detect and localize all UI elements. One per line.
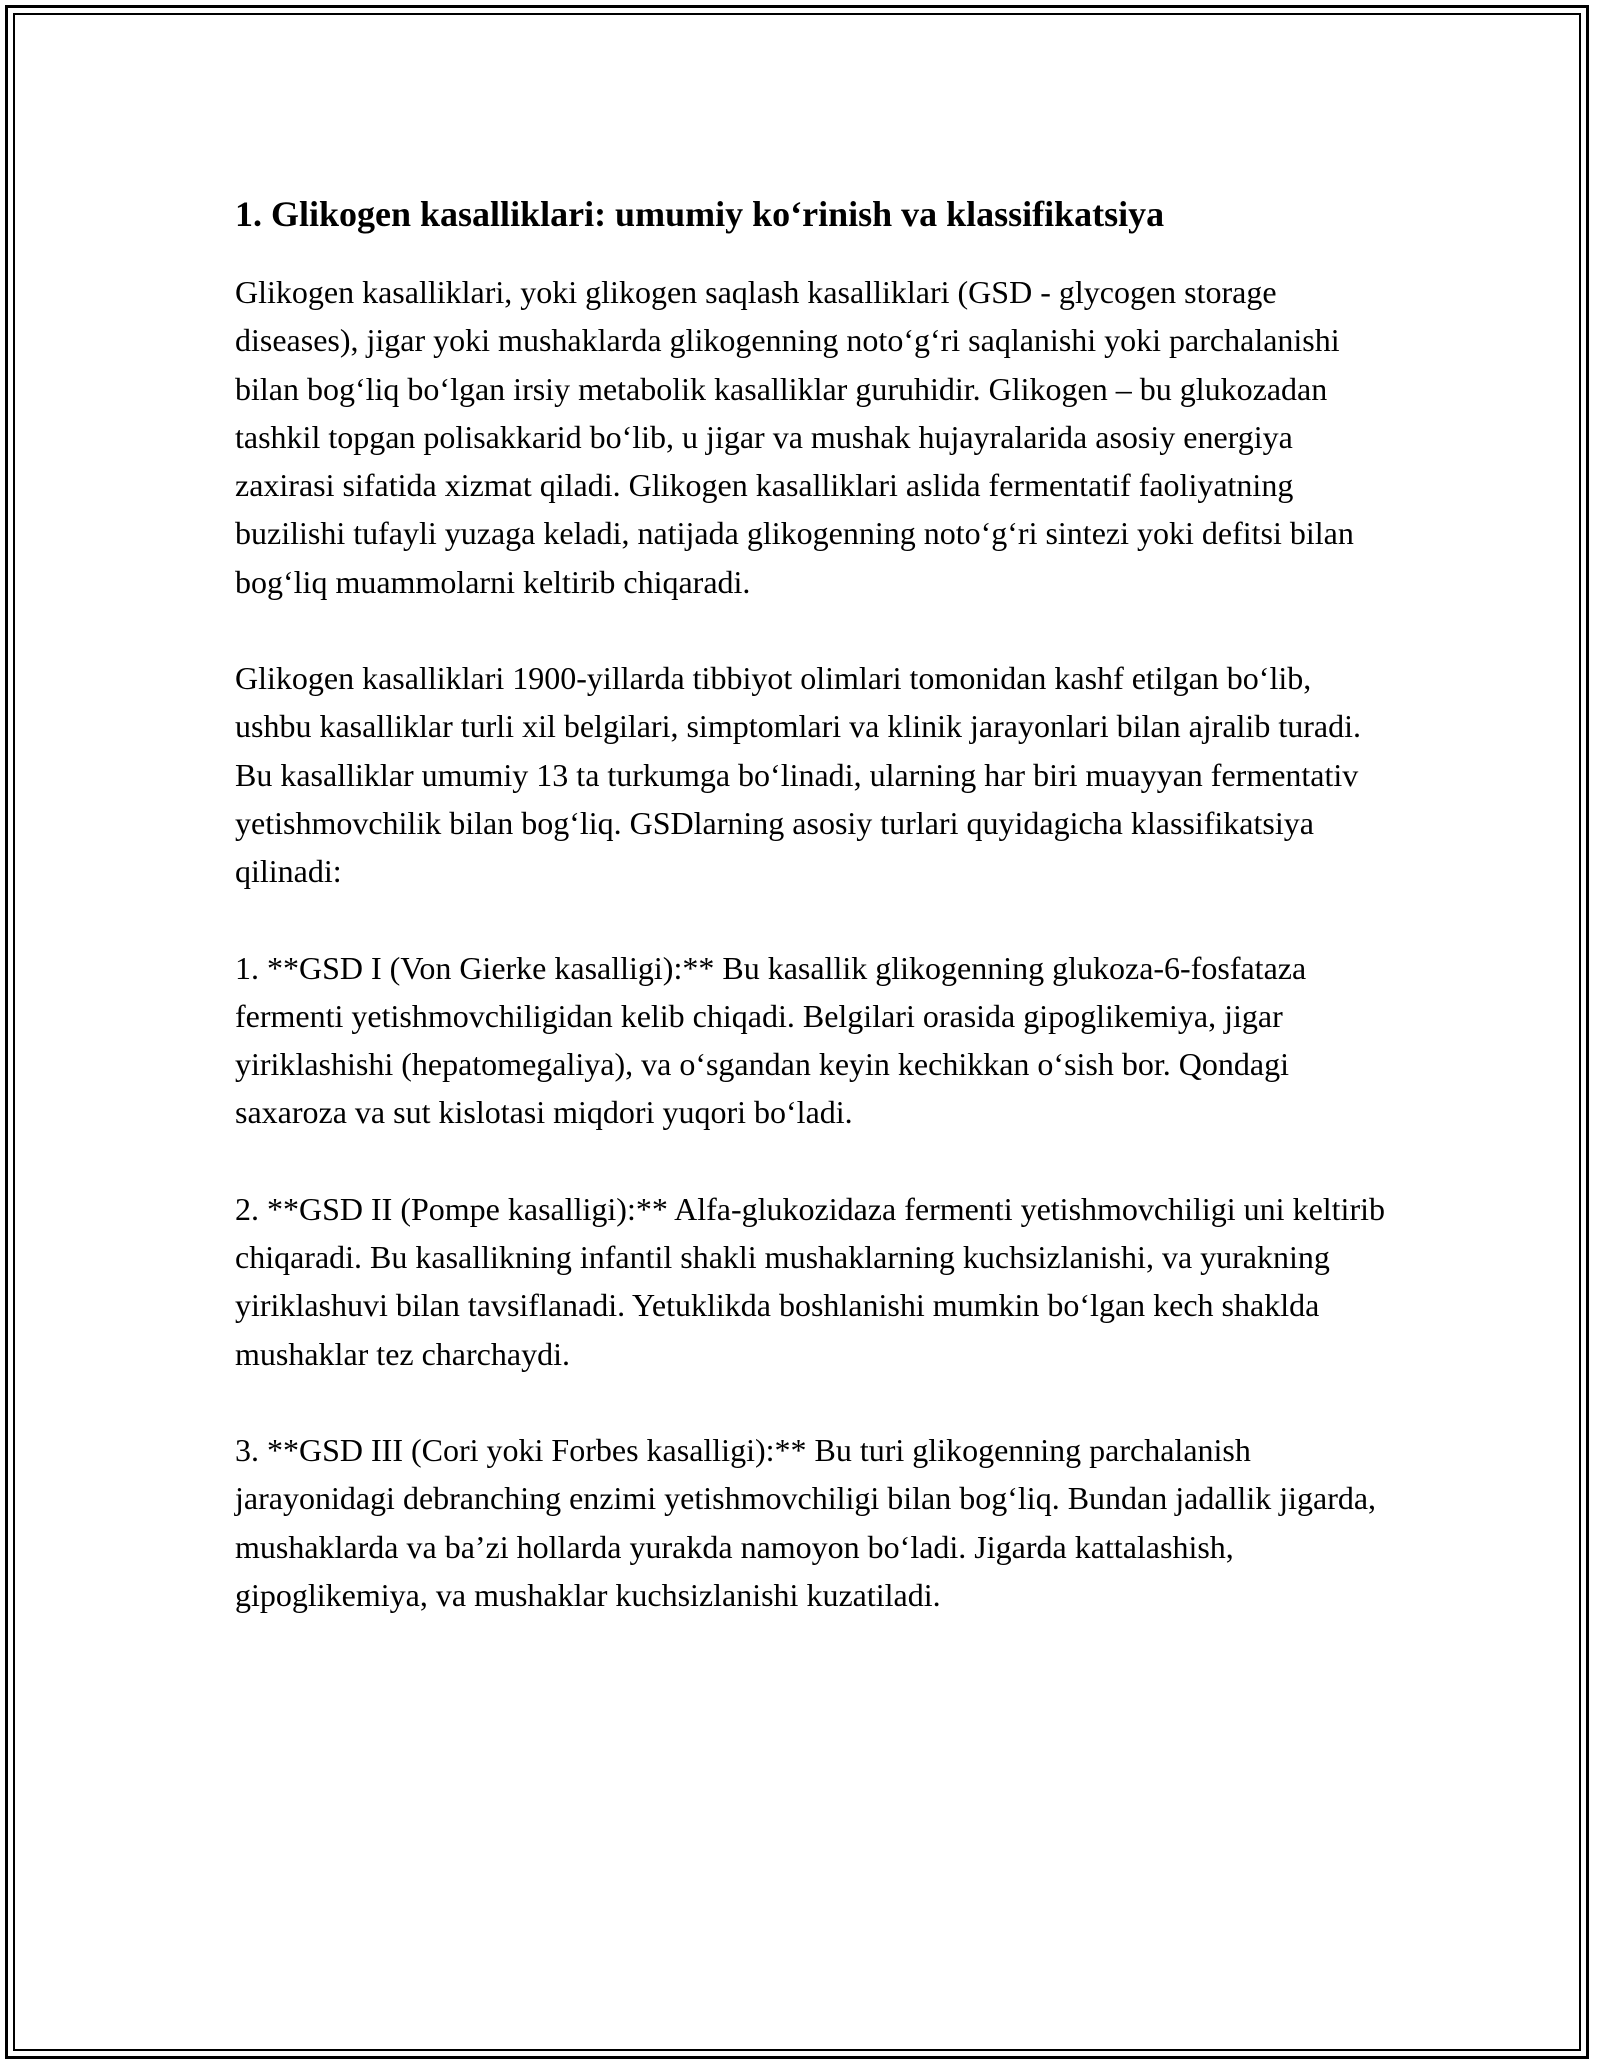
page-title: 1. Glikogen kasalliklari: umumiy ko‘rinish va klassifikatsiya [235, 194, 1165, 234]
list-item-gsd-2: 2. **GSD II (Pompe kasalligi):** Alfa-glukozidaza fermenti yetishmovchiligi uni keltirib chiqaradi. Bu kasallikning infantil shakli mushaklarning kuchsizlanishi, va yurakning yiriklashuvi bilan tavsiflanadi. Yetuklikda boshlanishi mumkin bo‘lgan kech shakldа mushaklar tez charchaydi. [235, 1190, 1385, 1372]
list-item-gsd-1: 1. **GSD I (Von Gierke kasalligi):** Bu kasallik glikogenning glukoza-6-fosfataza fermenti yetishmovchiligidan kelib chiqadi. Belgilari orasida gipoglikemiya, jigar yiriklashishi (hepatomegaliya), va o‘sgandan keyin kechikkan o‘sish bor. Qondagi saxaroza va sut kislotasi miqdori yuqori bo‘ladi. [235, 949, 1307, 1131]
document-body [235, 186, 1385, 1667]
list-item-gsd-3: 3. **GSD III (Cori yoki Forbes kasalligi):** Bu turi glikogenning parchalanish jarayonidagi debranching enzimi yetishmovchiligi bilan bog‘liq. Bundan jadallik jigarda, mushaklarda va ba’zi hollarda yurakda namoyon bo‘ladi. Jigarda kattalashish, gipoglikemiya, va mushaklar kuchsizlanishi kuzatiladi. [235, 1431, 1377, 1613]
paragraph-history: Glikogen kasalliklari 1900-yillarda tibbiyot olimlari tomonidan kashf etilgan bo‘lib, ushbu kasalliklar turli xil belgilari, simptomlari va klinik jarayonlari bilan ajralib turadi. Bu kasalliklar umumiy 13 ta turkumga bo‘linadi, ularning har biri muayyan fermentativ yetishmovchilik bilan bog‘liq. GSDlarning asosiy turlari quyidagicha klassifikatsiya qilinadi: [235, 660, 1361, 890]
paragraph-intro: Glikogen kasalliklari, yoki glikogen saqlash kasalliklari (GSD - glycogen storage diseases), jigar yoki mushaklarda glikogenning noto‘g‘ri saqlanishi yoki parchalanishi bilan bog‘liq bo‘lgan irsiy metabolik kasalliklar guruhidir. Glikogen – bu glukozadan tashkil topgan polisakkarid bo‘lib, u jigar va mushak hujayralarida asosiy energiya zaxirasi sifatida xizmat qiladi. Glikogen kasalliklari aslida fermentatif faoliyatning buzilishi tufayli yuzaga keladi, natijada glikogenning noto‘g‘ri sintezi yoki defitsi bilan bog‘liq muammolarni keltirib chiqaradi. [235, 274, 1354, 600]
